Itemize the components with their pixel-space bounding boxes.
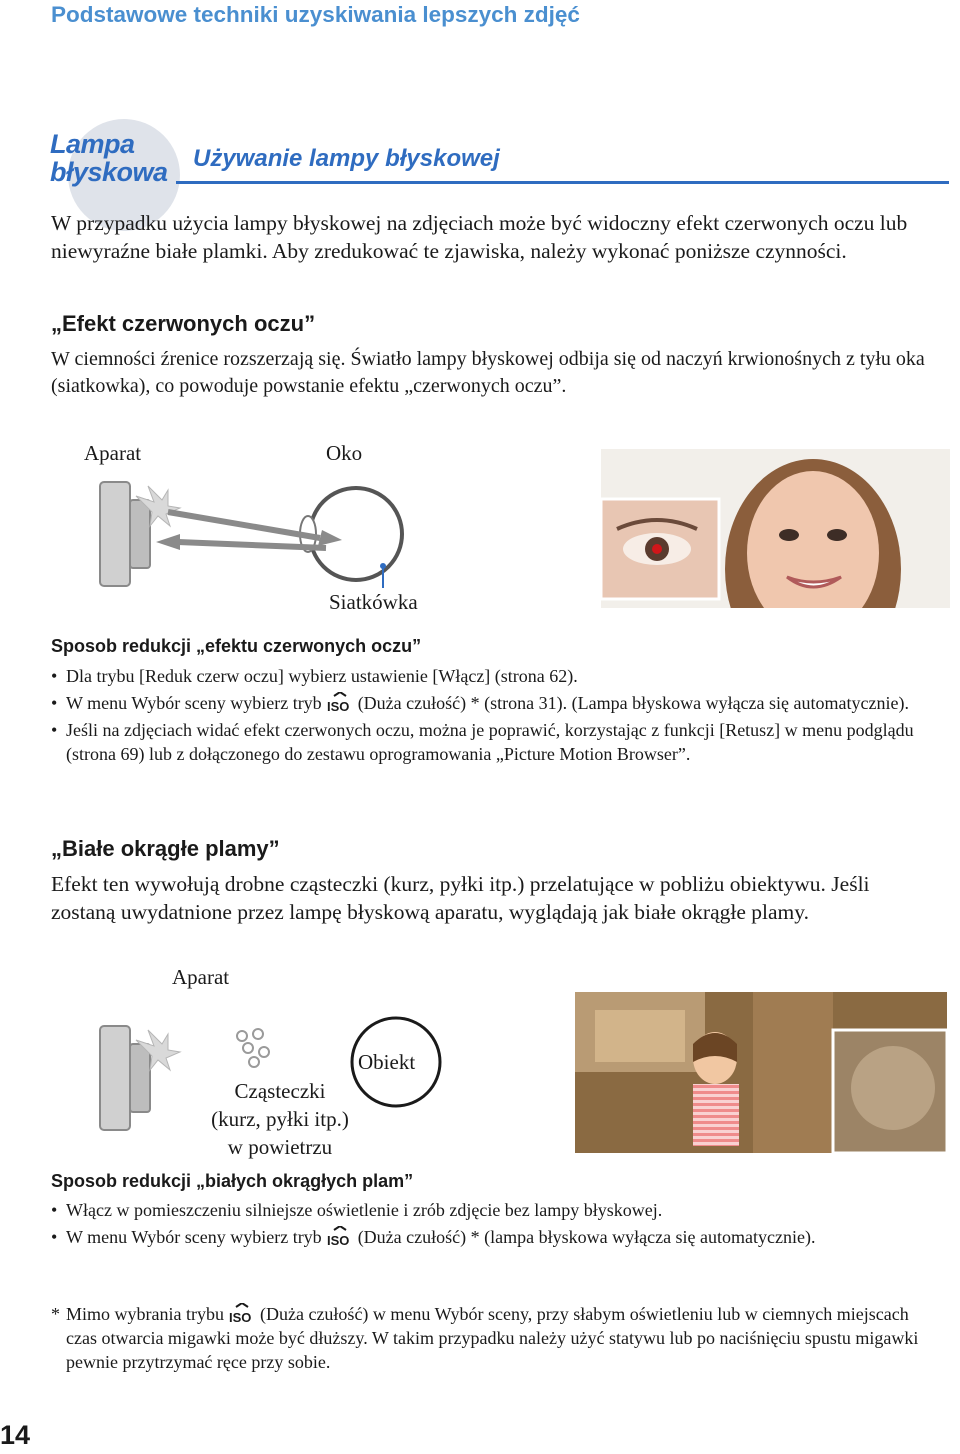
eye-label: Oko (326, 441, 363, 465)
section-rule (176, 181, 949, 184)
running-header: Podstawowe techniki uzyskiwania lepszych zdjęć (51, 2, 580, 27)
portrait-image (601, 449, 950, 608)
section-badge (50, 130, 168, 186)
white-spots-method-title: Sposob redukcji „białych okrągłych plam” (51, 1171, 414, 1191)
high-sensitivity-iso-icon (324, 692, 356, 712)
red-eye-method-title: Sposob redukcji „efektu czerwonych oczu” (51, 636, 422, 656)
particles-label: Cząsteczki (kurz, pyłki itp.) w powietrzu (211, 1079, 349, 1159)
white-spots-paragraph: Efekt ten wywołują drobne cząsteczki (kurz, pyłki itp.) przelatujące w pobliżu obiektywu. Jeśli zostaną uwydatnione przez lampę błyskową aparatu, wyglądają jak białe okrągłe plamy. (51, 872, 870, 924)
camera-label: Aparat (84, 441, 142, 465)
list-item: • Włącz w pomieszczeniu silniejsze oświetlenie i zrób zdjęcie bez lampy błyskowej. (51, 1198, 946, 1222)
camera-icon (100, 1026, 150, 1130)
red-eye-diagram (96, 470, 426, 600)
svg-text:ISO: ISO (326, 1233, 350, 1246)
red-eye-method-list (51, 664, 946, 769)
retina-label: Siatkówka (329, 590, 418, 614)
page-number: 14 (0, 1420, 31, 1450)
retina-pointer (380, 563, 386, 588)
white-spots-photo (575, 992, 947, 1153)
high-sensitivity-iso-icon (226, 1303, 258, 1323)
red-eye-paragraph: W ciemności źrenice rozszerzają się. Światło lampy błyskowej odbija się od naczyń krwionośnych z tyłu oka (siatkowka), co powoduje powstanie efektu „czerwonych oczu”. (51, 348, 925, 397)
child-photo-image (575, 992, 947, 1153)
high-sensitivity-iso-icon (324, 1226, 356, 1246)
red-eye-title: „Efekt czerwonych oczu” (51, 311, 316, 336)
red-eye-photo (601, 449, 950, 608)
footnote: * Mimo wybrania trybu ISO (Duża czułość) w menu Wybór sceny, przy słabym oświetleniu lub w ciemnych miejscach czas otwarcia migawki może być dłuższy. W takim przypadku należy użyć statywu lub po naciśnięciu spustu migawki pewnie przytrzymać ręce przy sobie. (51, 1304, 919, 1372)
list-item: • W menu Wybór sceny wybierz tryb ISO (Duża czułość) * (strona 31). (Lampa błyskowa wyłącza się automatycznie). (51, 691, 946, 715)
badge-line-2: błyskowa (50, 157, 168, 187)
camera-icon (100, 482, 150, 586)
camera-label-2: Aparat (172, 965, 230, 989)
object-label: Obiekt (358, 1050, 416, 1074)
list-item: • Jeśli na zdjęciach widać efekt czerwonych oczu, można je poprawić, korzystając z funkcji [Retusz] w menu podglądu (strona 69) lub z dołączonego do zestawu oprogramowania „Picture Motion Browser”. (51, 718, 946, 766)
svg-text:ISO: ISO (326, 699, 350, 712)
white-spots-title: „Białe okrągłe plamy” (51, 836, 280, 861)
intro-paragraph: W przypadku użycia lampy błyskowej na zdjęciach może być widoczny efekt czerwonych oczu lub niewyraźne białe plamki. Aby zredukować te zjawiska, należy wykonać poniższe czynności. (51, 211, 908, 263)
footnote-star: * (51, 1304, 60, 1324)
badge-line-1: Lampa (50, 129, 135, 159)
eye-diagram (300, 488, 402, 580)
section-title: Używanie lampy błyskowej (193, 145, 500, 172)
list-item: • W menu Wybór sceny wybierz tryb ISO (Duża czułość) * (lampa błyskowa wyłącza się automatycznie). (51, 1225, 946, 1249)
list-item: • Dla trybu [Reduk czerw oczu] wybierz ustawienie [Włącz] (strona 62). (51, 664, 946, 688)
dust-particles-icon (237, 1029, 269, 1067)
svg-text:ISO: ISO (228, 1310, 252, 1323)
white-spots-method-list (51, 1198, 946, 1252)
